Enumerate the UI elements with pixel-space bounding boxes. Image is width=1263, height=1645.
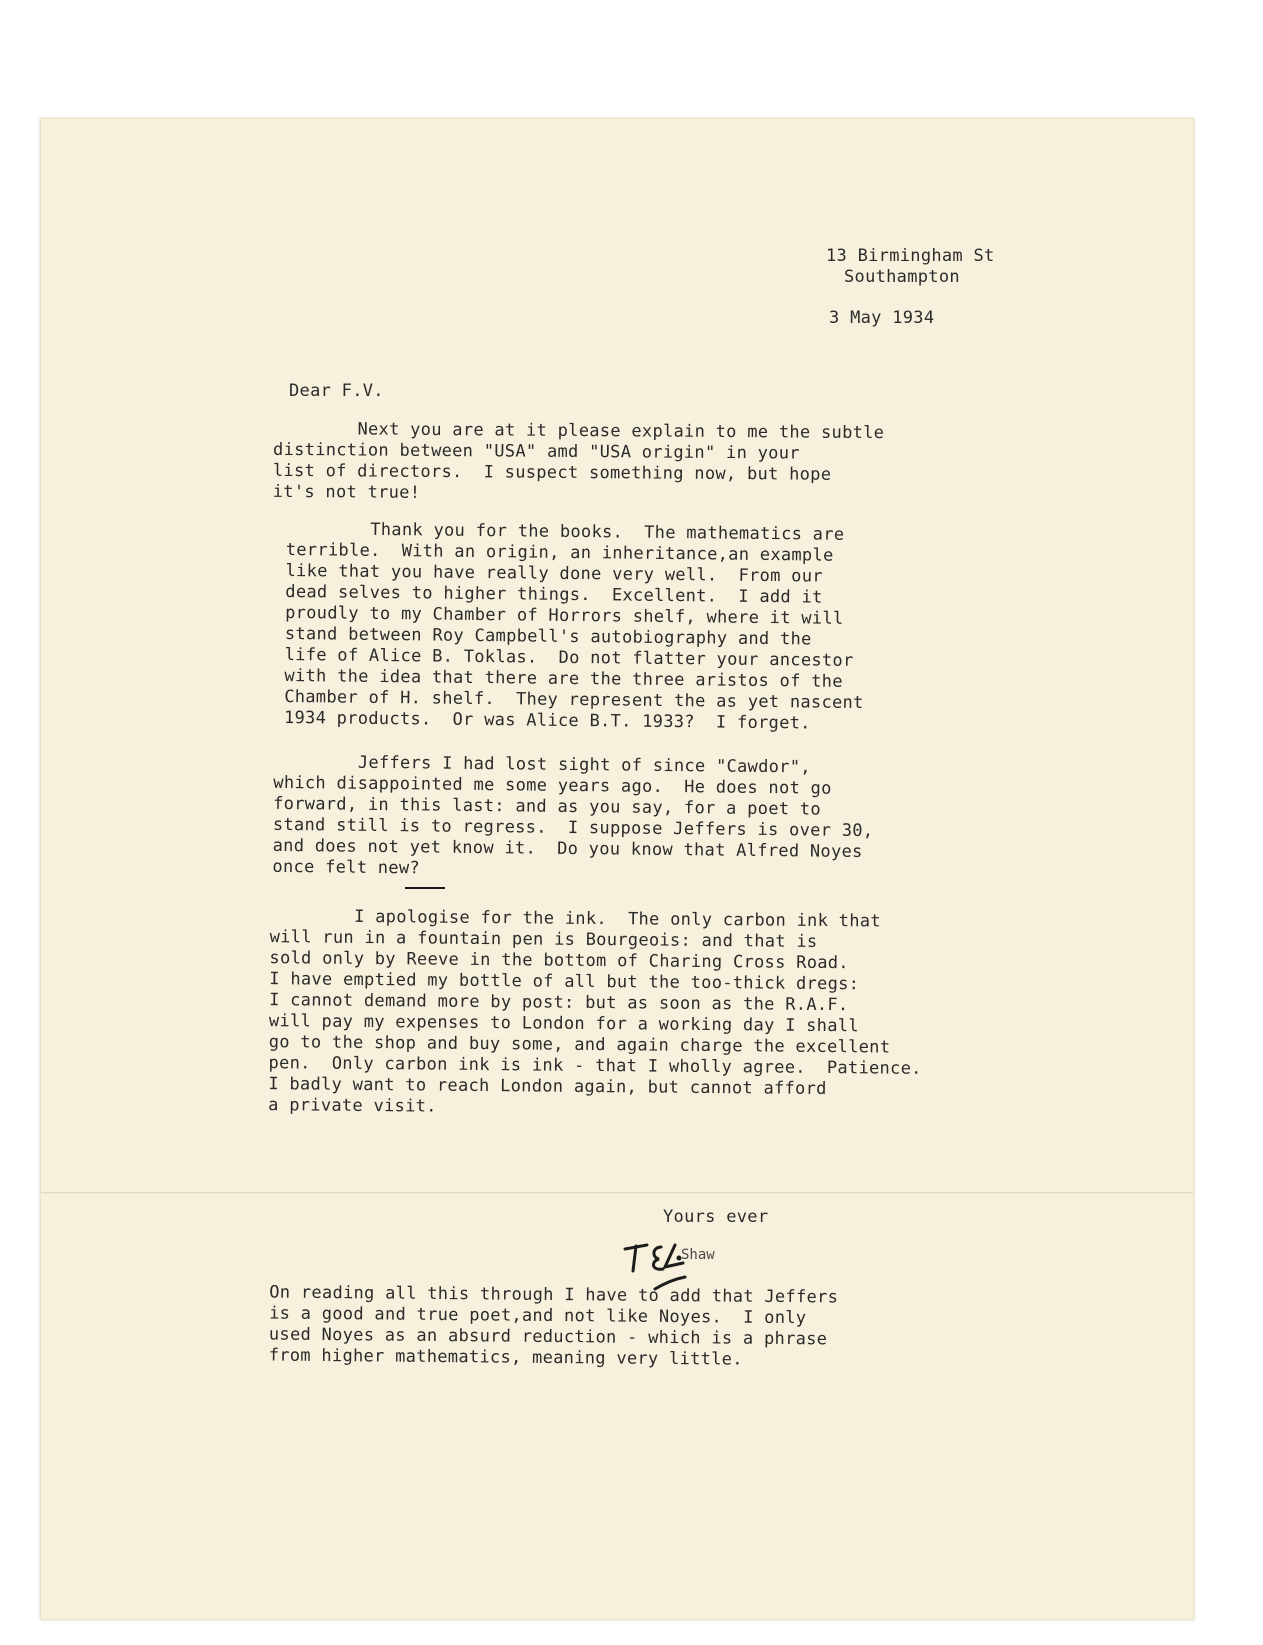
handwritten-underline xyxy=(405,887,445,889)
paragraph-4: I apologise for the ink. The only carbon ink that will run in a fountain pen is Bourgeois: and that is sold only by Reeve in the bottom of Charing Cross Road. I have emptied my bottle of all but the too-thick dregs: I cannot demand more by post: but as soon as the R.A.F. will pay my expenses to London for a working day I shall go to the shop and buy some, and again charge the excellent pen. Only carbon ink is ink - that I wholly agree. Patience. I badly want to reach London again, but cannot afford a private visit. xyxy=(268,906,922,1117)
postscript: On reading all this through I have to add that Jeffers is a good and true poet,and not like Noyes. I only used Noyes as an absurd reduction - which is a phrase from higher mathematics, meaning very little. xyxy=(268,1282,839,1370)
closing-line: Yours ever xyxy=(663,1207,769,1227)
address-street: 13 Birmingham St xyxy=(826,246,995,266)
salutation: Dear F.V. xyxy=(289,381,384,401)
paragraph-2: Thank you for the books. The mathematics are terrible. With an origin, an inheritance,an example like that you have really done very well. From our dead selves to higher things. Excellent. I add it proudly to my Chamber of Horrors shelf, where it will stand between Roy Campbell's autobiography and the life of Alice B. Toklas. Do not flatter your ancestor with the idea that there are the three aristos of the Chamber of H. shelf. They represent the as yet nascent 1934 products. Or was Alice B.T. 1933? I forget. xyxy=(283,518,864,734)
signature-name: Shaw xyxy=(681,1247,715,1263)
paragraph-3: Jeffers I had lost sight of since "Cawdor", which disappointed me some years ago. He does not go forward, in this last: and as you say, for a poet to stand still is to regress. I suppose Jeffers is over 30, and does not yet know it. Do you know that Alfred Noyes once felt new? xyxy=(272,751,874,879)
letter-sheet xyxy=(40,118,1194,1620)
paper-fold-line xyxy=(41,1192,1193,1194)
address-city: Southampton xyxy=(844,267,960,287)
sender-address xyxy=(826,246,995,288)
paragraph-1: Next you are at it please explain to me the subtle distinction between "USA" amd "USA origin" in your list of directors. I suspect something now, but hope it's not true! xyxy=(272,418,885,503)
letter-date: 3 May 1934 xyxy=(829,308,935,328)
